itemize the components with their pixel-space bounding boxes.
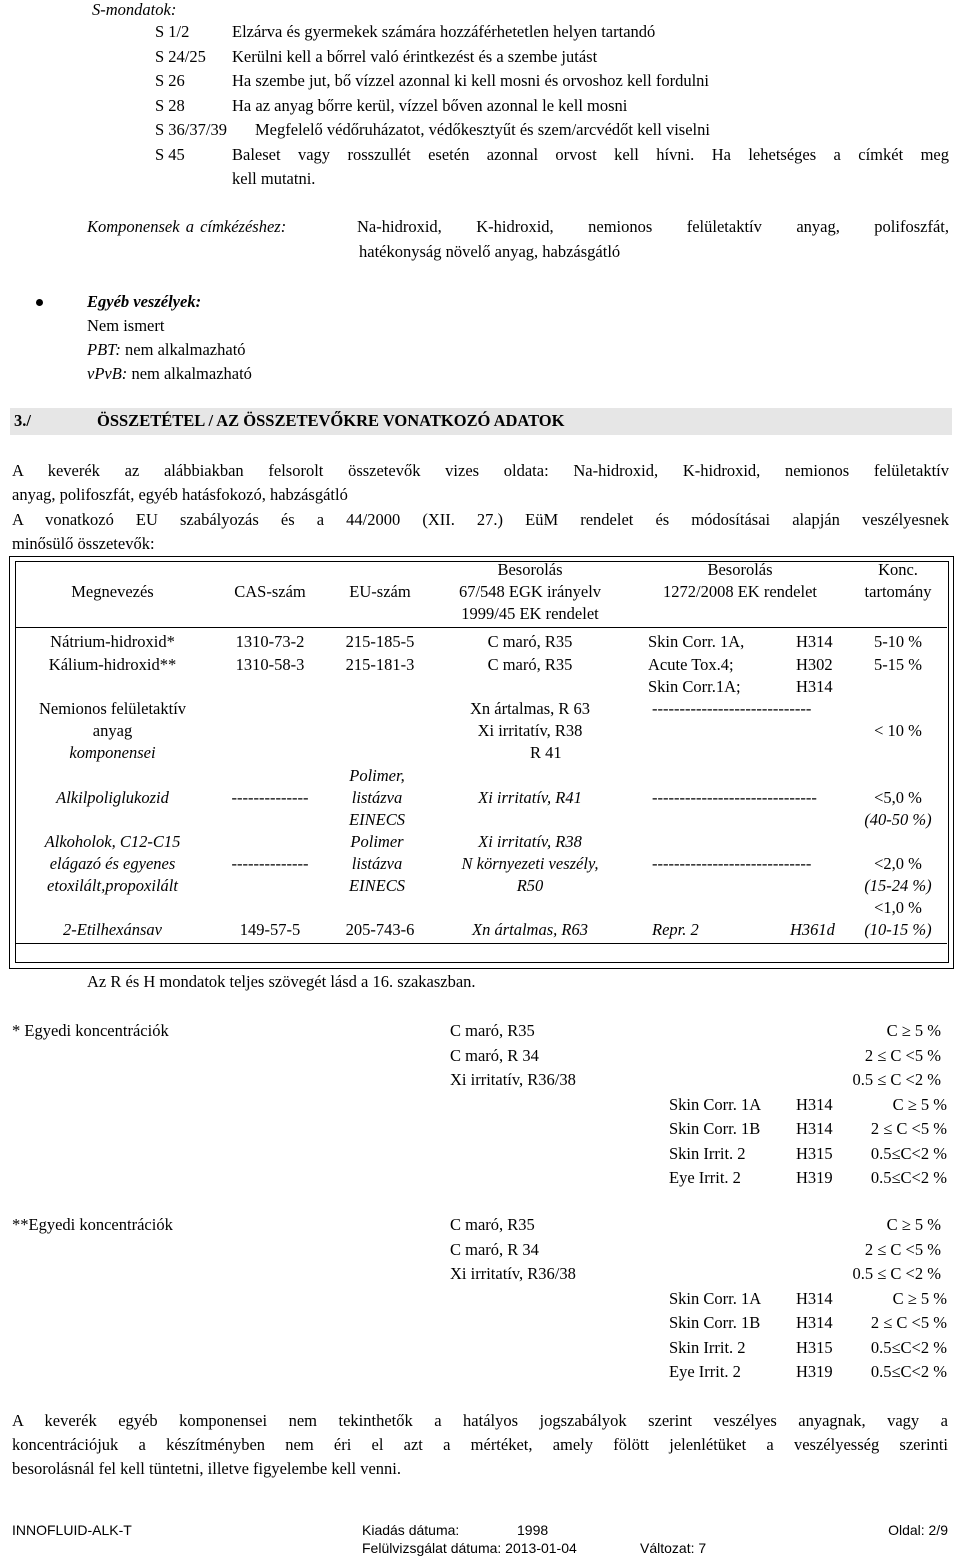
s-phrase-text: kell mutatni. (232, 169, 316, 188)
conc-h-name: Skin Corr. 1B (669, 1119, 761, 1138)
conc-h-value: C ≥ 5 % (892, 1094, 947, 1114)
conc-h-name: Eye Irrit. 2 (669, 1168, 741, 1187)
conc-h-name: Skin Irrit. 2 (669, 1143, 746, 1163)
conc2-title: **Egyedi koncentrációk (12, 1215, 173, 1234)
conc-h-code: H314 (796, 1119, 833, 1138)
th-conc-l1: Konc. (878, 560, 918, 579)
conc-r-value: C ≥ 5 % (886, 1021, 941, 1040)
conc-h-value: 0.5≤C<2 % (870, 1337, 947, 1357)
th-class2-l1: Besorolás (707, 560, 773, 579)
conc-r-name: Xi irritatív, R36/38 (450, 1070, 576, 1089)
s-phrase-code: S 36/37/39 (155, 120, 227, 139)
s-phrase-text: Megfelelő védőruházatot, védőkesztyűt és szem/arcvédőt kell viselni (255, 120, 710, 139)
conc-r-name: C maró, R 34 (450, 1045, 539, 1065)
s-phrase-text: Baleset vagy rosszullét esetén azonnal orvost kell hívni. Ha lehetséges a címkét meg (232, 145, 949, 164)
conc-r-name: C maró, R35 (450, 1021, 535, 1040)
table-bottom-divider (16, 943, 947, 944)
conc-h-value: 2 ≤ C <5 % (870, 1313, 947, 1332)
section3-para1-line1: A keverék az alábbiakban felsorolt összetevők vizes oldata: Na-hidroxid, K-hidroxid, nemionos felületaktív (12, 461, 949, 480)
conc-h-code: H315 (796, 1337, 833, 1357)
other-hazards-line1: Nem ismert (87, 316, 165, 335)
pbt-line: PBT: nem alkalmazható (87, 340, 246, 359)
conc-r-value: 2 ≤ C <5 % (864, 1045, 941, 1065)
other-hazards-title: Egyéb veszélyek: (87, 292, 202, 311)
s-phrase-code: S 1/2 (155, 22, 190, 41)
footer-review-date: Felülvizsgálat dátuma: 2013-01-04 (362, 1540, 577, 1556)
conc-h-value: C ≥ 5 % (892, 1288, 947, 1308)
footer-product: INNOFLUID-ALK-T (12, 1522, 132, 1538)
conc-h-name: Eye Irrit. 2 (669, 1362, 741, 1381)
conc-h-code: H314 (796, 1094, 833, 1114)
conc-h-name: Skin Corr. 1A (669, 1288, 762, 1308)
conc-h-value: 0.5≤C<2 % (870, 1362, 947, 1381)
th-class1-l2: 67/548 EGK irányelv (458, 582, 602, 601)
conc-h-name: Skin Corr. 1B (669, 1313, 761, 1332)
th-cas: CAS-szám (234, 582, 306, 601)
rh-note: Az R és H mondatok teljes szövegét lásd a 16. szakaszban. (87, 972, 476, 991)
th-name: Megnevezés (71, 582, 154, 601)
footer-issue-value: 1998 (517, 1522, 549, 1538)
s-phrase-text: Ha szembe jut, bő vízzel azonnal ki kell mosni és orvoshoz kell fordulni (232, 71, 710, 90)
label-components-label: Komponensek a címkézéshez: (87, 217, 287, 236)
footer-version: Változat: 7 (640, 1540, 707, 1556)
conc-r-value: 0.5 ≤ C <2 % (852, 1070, 941, 1089)
closing-line3: besorolásnál fel kell tüntetni, illetve figyelembe kell venni. (12, 1459, 402, 1478)
footer-issue-label: Kiadás dátuma: (362, 1522, 460, 1538)
footer-page-number: Oldal: 2/9 (888, 1522, 948, 1538)
conc-r-value: 0.5 ≤ C <2 % (852, 1264, 941, 1283)
conc-h-value: 0.5≤C<2 % (870, 1143, 947, 1163)
th-class2-l2: 1272/2008 EK rendelet (663, 582, 817, 601)
section3-para2-line1: A vonatkozó EU szabályozás és a 44/2000 (XII. 27.) EüM rendelet és módosításai alapján veszélyesnek (12, 510, 949, 529)
conc1-title: * Egyedi koncentrációk (12, 1021, 169, 1040)
th-class1-l3: 1999/45 EK rendelet (461, 604, 599, 623)
conc-h-name: Skin Irrit. 2 (669, 1337, 746, 1357)
vpvb-line: vPvB: nem alkalmazható (87, 364, 252, 383)
conc-h-code: H314 (796, 1288, 833, 1308)
conc-h-code: H319 (796, 1168, 833, 1187)
label-components-line1: Na-hidroxid, K-hidroxid, nemionos felületaktív anyag, polifoszfát, (357, 217, 949, 236)
th-eu: EU-szám (349, 582, 411, 601)
conc-r-name: C maró, R35 (450, 1215, 535, 1234)
label-components-line2: hatékonyság növelő anyag, habzásgátló (359, 242, 621, 261)
s-phrase-code: S 28 (155, 96, 185, 115)
section-title: ÖSSZETÉTEL / AZ ÖSSZETEVŐKRE VONATKOZÓ ADATOK (97, 411, 565, 430)
s-phrases-title: S-mondatok: (92, 0, 177, 19)
section-number: 3./ (14, 411, 31, 430)
conc-h-name: Skin Corr. 1A (669, 1094, 762, 1114)
conc-r-value: 2 ≤ C <5 % (864, 1239, 941, 1259)
conc-h-value: 2 ≤ C <5 % (870, 1119, 947, 1138)
section3-para1-line2: anyag, polifoszfát, egyéb hatásfokozó, habzásgátló (12, 485, 348, 504)
closing-line1: A keverék egyéb komponensei nem tekinthetők a hatályos jogszabályok szerint veszélyes anyagnak, vagy a (12, 1411, 948, 1430)
bullet-icon (36, 299, 43, 306)
section3-para2-line2: minősülő összetevők: (12, 534, 155, 553)
conc-h-code: H319 (796, 1362, 833, 1381)
conc-h-value: 0.5≤C<2 % (870, 1168, 947, 1187)
conc-h-code: H314 (796, 1313, 833, 1332)
th-conc-l2: tartomány (864, 582, 932, 601)
table-header-divider (16, 627, 947, 628)
s-phrase-code: S 26 (155, 71, 185, 90)
conc-r-name: Xi irritatív, R36/38 (450, 1264, 576, 1283)
s-phrase-text: Kerülni kell a bőrrel való érintkezést és a szembe jutást (232, 47, 598, 66)
s-phrase-code: S 45 (155, 145, 185, 164)
s-phrase-text: Ha az anyag bőrre kerül, vízzel bőven azonnal le kell mosni (232, 96, 628, 115)
s-phrase-code: S 24/25 (155, 47, 206, 66)
conc-h-code: H315 (796, 1143, 833, 1163)
closing-line2: koncentrációjuk a készítményben nem éri el azt a mértéket, amely fölött jelenlétüket a veszélyesség szerinti (12, 1435, 948, 1454)
th-class1-l1: Besorolás (497, 560, 563, 579)
conc-r-value: C ≥ 5 % (886, 1215, 941, 1234)
s-phrase-text: Elzárva és gyermekek számára hozzáférhetetlen helyen tartandó (232, 22, 656, 41)
conc-r-name: C maró, R 34 (450, 1239, 539, 1259)
